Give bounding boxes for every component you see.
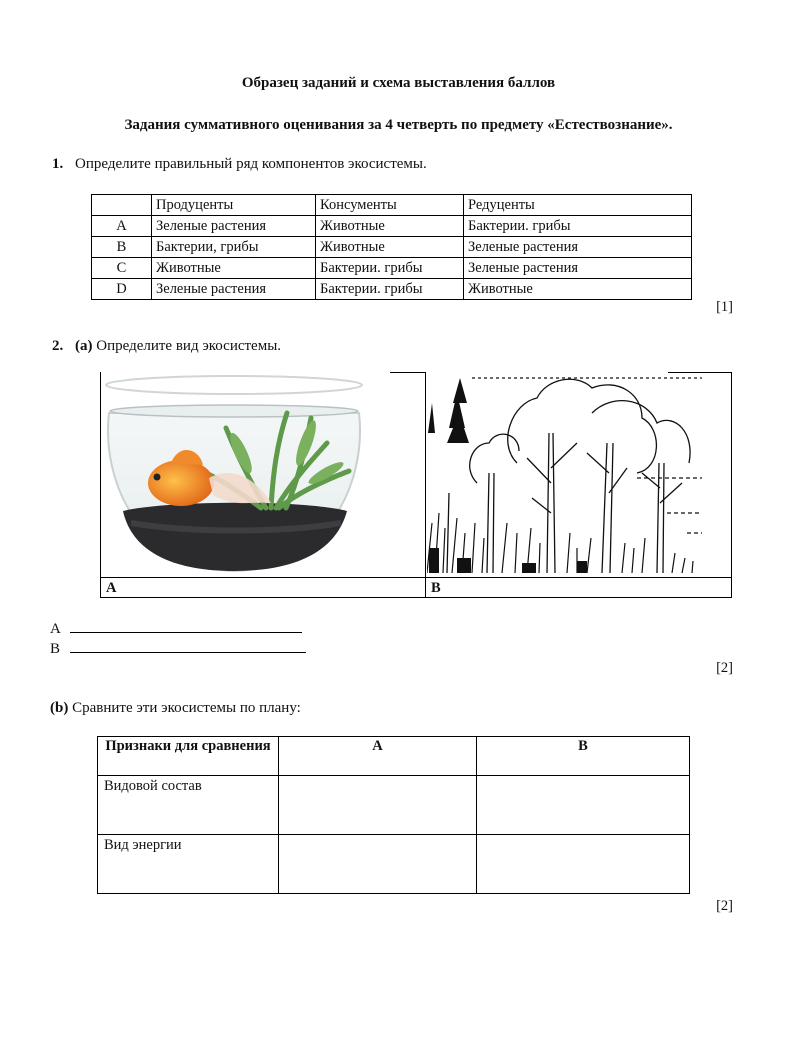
- score-q1: [1]: [716, 299, 733, 315]
- criterion-cell: Видовой состав: [98, 776, 279, 835]
- score-q2a: [2]: [716, 660, 733, 676]
- ecosystem-components-table: [91, 194, 692, 300]
- table-row: [92, 279, 692, 300]
- page-subtitle: Задания суммативного оценивания за 4 четверть по предмету «Естествознание».: [124, 117, 673, 133]
- part-b-label: (b): [50, 700, 69, 716]
- part-b-text: Сравните эти экосистемы по плану:: [72, 700, 301, 716]
- table-row: [92, 216, 692, 237]
- comparison-header-row: [98, 737, 690, 776]
- table-cell: Зеленые растения: [152, 279, 316, 300]
- table-cell: Животные: [316, 216, 464, 237]
- table-cell: Зеленые растения: [152, 216, 316, 237]
- forest-image: [427, 373, 731, 577]
- page-title: Образец заданий и схема выставления баллов: [241, 75, 556, 91]
- table-row: [98, 835, 690, 894]
- comparison-header-cell: B: [477, 737, 690, 776]
- answer-cell[interactable]: [279, 835, 477, 894]
- answer-cell[interactable]: [279, 776, 477, 835]
- image-b-label: B: [431, 580, 441, 596]
- table-row: [92, 237, 692, 258]
- table-cell: Животные: [152, 258, 316, 279]
- answer-b-label: B: [50, 641, 61, 657]
- table-header-cell: [92, 195, 152, 216]
- question-1: [52, 156, 427, 173]
- question-2a: [52, 338, 281, 355]
- option-letter: D: [92, 279, 152, 300]
- answer-a: [50, 620, 302, 638]
- part-a-label: (a): [75, 338, 93, 354]
- frame-line: [731, 372, 732, 598]
- aquarium-image: [101, 373, 424, 577]
- table-header-row: [92, 195, 692, 216]
- table-cell: Бактерии. грибы: [316, 258, 464, 279]
- image-a-label: A: [106, 580, 117, 596]
- option-letter: B: [92, 237, 152, 258]
- option-letter: A: [92, 216, 152, 237]
- question-2b: [50, 700, 301, 717]
- table-cell: Бактерии, грибы: [152, 237, 316, 258]
- table-cell: Зеленые растения: [464, 258, 692, 279]
- question-2-number: 2.: [52, 338, 64, 354]
- table-cell: Бактерии. грибы: [464, 216, 692, 237]
- comparison-header-cell: A: [279, 737, 477, 776]
- question-1-text: Определите правильный ряд компонентов экосистемы.: [75, 156, 427, 172]
- table-cell: Животные: [464, 279, 692, 300]
- table-header-cell: Редуценты: [464, 195, 692, 216]
- table-row: [98, 776, 690, 835]
- table-cell: Животные: [316, 237, 464, 258]
- table-cell: Зеленые растения: [464, 237, 692, 258]
- score-q2b: [2]: [716, 898, 733, 914]
- table-row: [92, 258, 692, 279]
- answer-b-line[interactable]: [70, 640, 306, 653]
- frame-line: [100, 577, 732, 578]
- answer-a-line[interactable]: [70, 620, 302, 633]
- comparison-header-cell: Признаки для сравнения: [98, 737, 279, 776]
- question-1-number: 1.: [52, 156, 64, 172]
- answer-b: [50, 640, 306, 658]
- answer-cell[interactable]: [477, 776, 690, 835]
- option-letter: C: [92, 258, 152, 279]
- table-header-cell: Консументы: [316, 195, 464, 216]
- criterion-cell: Вид энергии: [98, 835, 279, 894]
- answer-a-label: A: [50, 621, 61, 637]
- frame-line: [100, 597, 732, 598]
- table-header-cell: Продуценты: [152, 195, 316, 216]
- answer-cell[interactable]: [477, 835, 690, 894]
- table-cell: Бактерии. грибы: [316, 279, 464, 300]
- comparison-table: [97, 736, 690, 894]
- part-a-text: Определите вид экосистемы.: [96, 338, 282, 354]
- frame-line: [425, 372, 426, 598]
